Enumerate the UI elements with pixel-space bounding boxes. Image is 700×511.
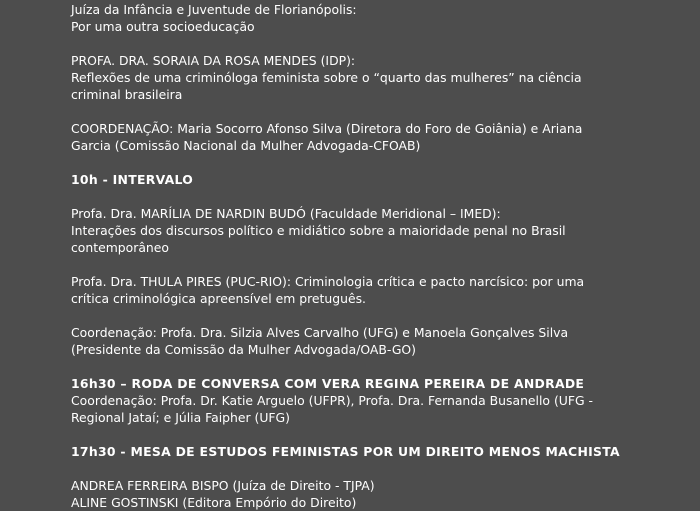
coordination-line: (Presidente da Comissão da Mulher Advogada/OAB-GO) bbox=[71, 342, 417, 357]
schedule-heading-roda-de-conversa: 16h30 – RODA DE CONVERSA COM VERA REGINA PEREIRA DE ANDRADE bbox=[71, 376, 585, 391]
speaker-name-line: Profa. Dra. THULA PIRES (PUC-RIO): Criminologia crítica e pacto narcísico: por uma bbox=[71, 274, 585, 289]
program-text bbox=[71, 1, 631, 511]
talk-title-line: crítica criminológica apreensível em pretuguês. bbox=[71, 291, 366, 306]
coordination-line: Coordenação: Profa. Dra. Silzia Alves Carvalho (UFG) e Manoela Gonçalves Silva bbox=[71, 325, 569, 340]
speaker-name-line: Profa. Dra. MARÍLIA DE NARDIN BUDÓ (Faculdade Meridional – IMED): bbox=[71, 206, 501, 221]
coordination-line: Regional Jataí; e Júlia Faipher (UFG) bbox=[71, 410, 290, 425]
talk-title-line: Reflexões de uma criminóloga feminista sobre o “quarto das mulheres” na ciência bbox=[71, 70, 582, 85]
talk-title-line: Por uma outra socioeducação bbox=[71, 19, 255, 34]
schedule-heading-mesa-estudos-feministas: 17h30 - MESA DE ESTUDOS FEMINISTAS POR UM DIREITO MENOS MACHISTA bbox=[71, 444, 620, 459]
coordination-line: Garcia (Comissão Nacional da Mulher Advogada-CFOAB) bbox=[71, 138, 421, 153]
coordination-line: COORDENAÇÃO: Maria Socorro Afonso Silva (Diretora do Foro de Goiânia) e Ariana bbox=[71, 121, 583, 136]
coordination-line: Coordenação: Profa. Dr. Katie Arguelo (UFPR), Profa. Dra. Fernanda Busanello (UFG - bbox=[71, 393, 593, 408]
talk-title-line: Interações dos discursos político e midiático sobre a maioridade penal no Brasil bbox=[71, 223, 566, 238]
talk-title-line: contemporâneo bbox=[71, 240, 169, 255]
talk-title-line: criminal brasileira bbox=[71, 87, 183, 102]
speaker-title-line: Juíza da Infância e Juventude de Florianópolis: bbox=[71, 2, 357, 17]
speaker-name-line: PROFA. DRA. SORAIA DA ROSA MENDES (IDP): bbox=[71, 53, 356, 68]
schedule-heading-intervalo: 10h - INTERVALO bbox=[71, 172, 194, 187]
speaker-name-line: ANDREA FERREIRA BISPO (Juíza de Direito - TJPA) bbox=[71, 478, 375, 493]
speaker-name-line: ALINE GOSTINSKI (Editora Empório do Direito) bbox=[71, 495, 357, 510]
